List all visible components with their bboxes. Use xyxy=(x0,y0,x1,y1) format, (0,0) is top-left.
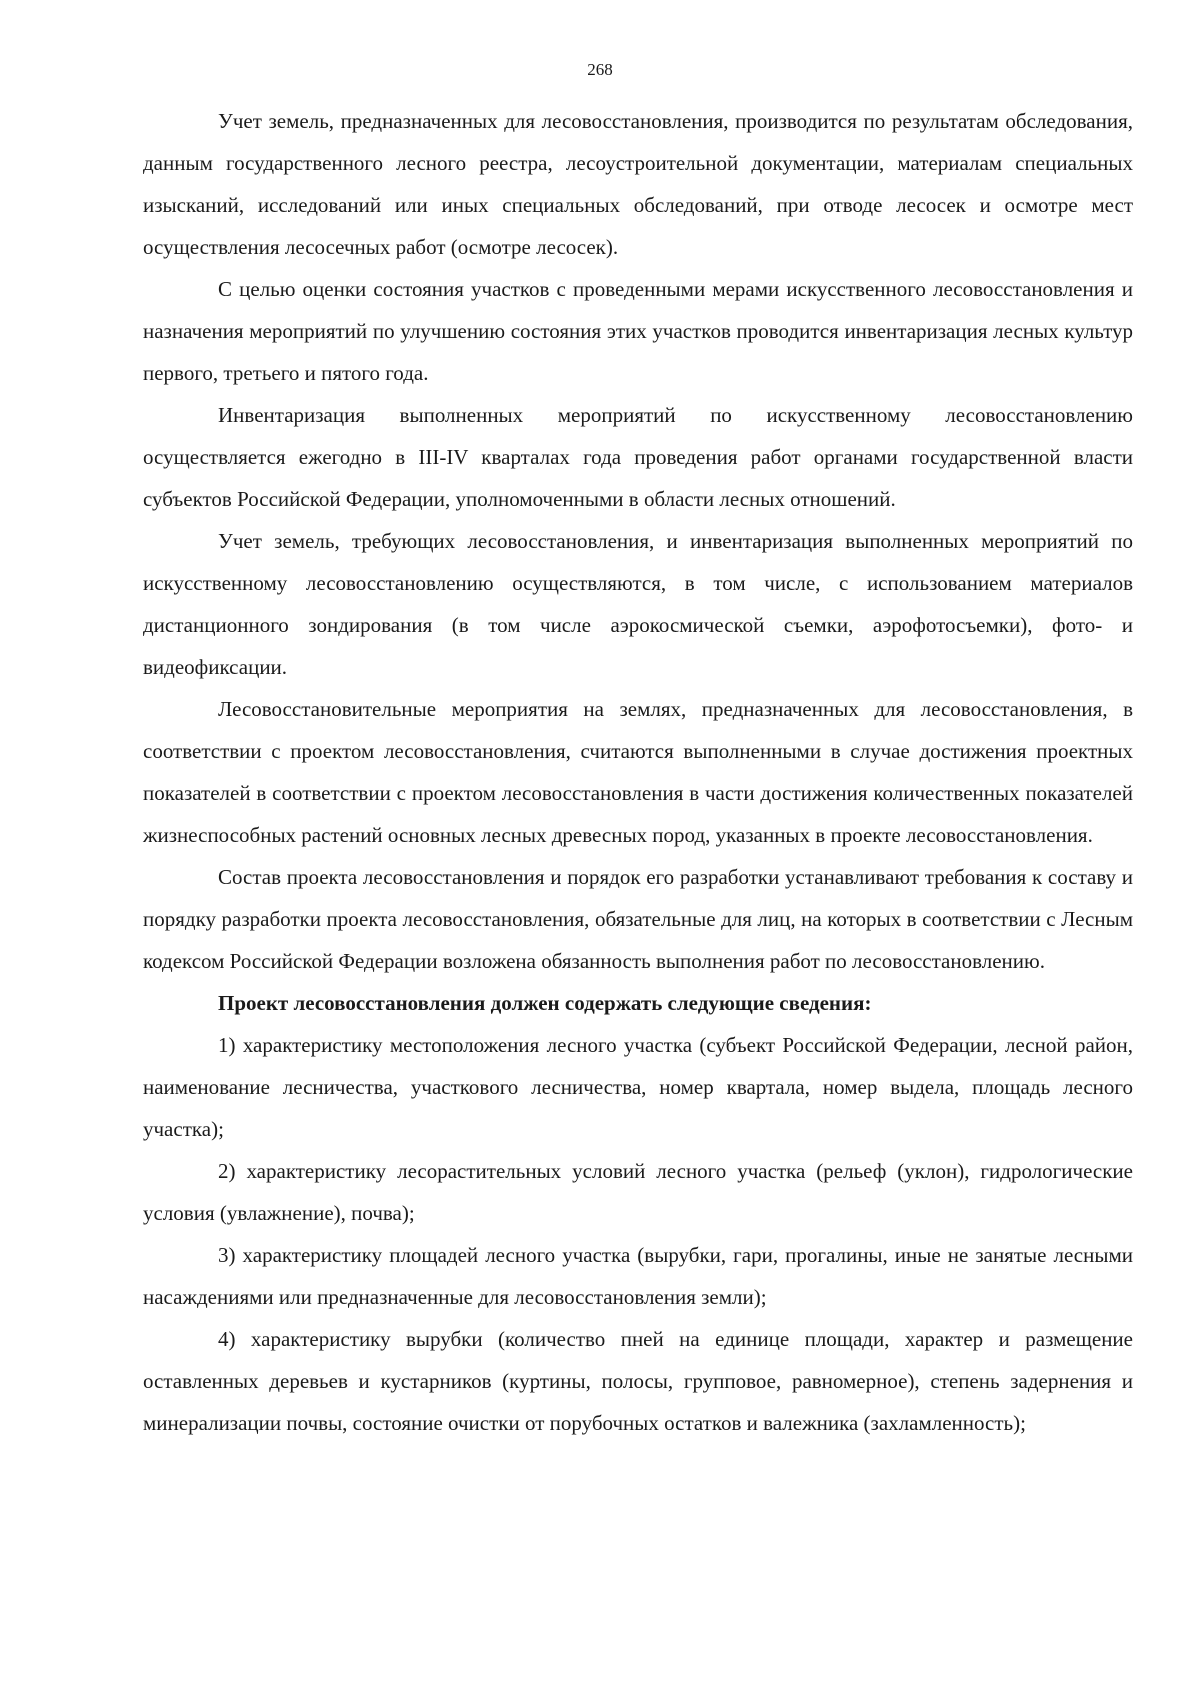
list-item: 3) характеристику площадей лесного участка (вырубки, гари, прогалины, иные не занятые лесными насаждениями или предназначенные для лесовосстановления земли); xyxy=(143,1243,1133,1309)
list-item: 4) характеристику вырубки (количество пней на единице площади, характер и размещение оставленных деревьев и кустарников (куртины, полосы, групповое, равномерное), степень задернения и минерализации почвы, состояние очистки от порубочных остатков и валежника (захламленность); xyxy=(143,1327,1133,1435)
paragraph-inventory-purpose: С целью оценки состояния участков с проведенными мерами искусственного лесовосстановления и назначения мероприятий по улучшению состояния этих участков проводится инвентаризация лесных культур первого, третьего и пятого года. xyxy=(143,277,1133,385)
document-body xyxy=(143,100,1133,1444)
section-heading: Проект лесовосстановления должен содержать следующие сведения: xyxy=(218,991,872,1015)
list-item: 2) характеристику лесорастительных условий лесного участка (рельеф (уклон), гидрологические условия (увлажнение), почва); xyxy=(143,1159,1133,1225)
paragraph-land-accounting: Учет земель, предназначенных для лесовосстановления, производится по результатам обследования, данным государственного лесного реестра, лесоустроительной документации, материалам специальных изысканий, исследований или иных специальных обследований, при отводе лесосек и осмотре мест осуществления лесосечных работ (осмотре лесосек). xyxy=(143,109,1133,259)
paragraph-completion-criteria: Лесовосстановительные мероприятия на землях, предназначенных для лесовосстановления, в соответствии с проектом лесовосстановления, считаются выполненными в случае достижения проектных показателей в соответствии с проектом лесовосстановления в части достижения количественных показателей жизнеспособных растений основных лесных древесных пород, указанных в проекте лесовосстановления. xyxy=(143,697,1133,847)
paragraph-inventory-schedule: Инвентаризация выполненных мероприятий по искусственному лесовосстановлению осуществляется ежегодно в III-IV кварталах года проведения работ органами государственной власти субъектов Российской Федерации, уполномоченными в области лесных отношений. xyxy=(143,403,1133,511)
page-number: 268 xyxy=(587,60,613,79)
list-item: 1) характеристику местоположения лесного участка (субъект Российской Федерации, лесной район, наименование лесничества, участкового лесничества, номер квартала, номер выдела, площадь лесного участка); xyxy=(143,1033,1133,1141)
paragraph-project-composition: Состав проекта лесовосстановления и порядок его разработки устанавливают требования к составу и порядку разработки проекта лесовосстановления, обязательные для лиц, на которых в соответствии с Лесным кодексом Российской Федерации возложена обязанность выполнения работ по лесовосстановлению. xyxy=(143,865,1133,973)
paragraph-remote-sensing: Учет земель, требующих лесовосстановления, и инвентаризация выполненных мероприятий по искусственному лесовосстановлению осуществляются, в том числе, с использованием материалов дистанционного зондирования (в том числе аэрокосмической съемки, аэрофотосъемки), фото- и видеофиксации. xyxy=(143,529,1133,679)
